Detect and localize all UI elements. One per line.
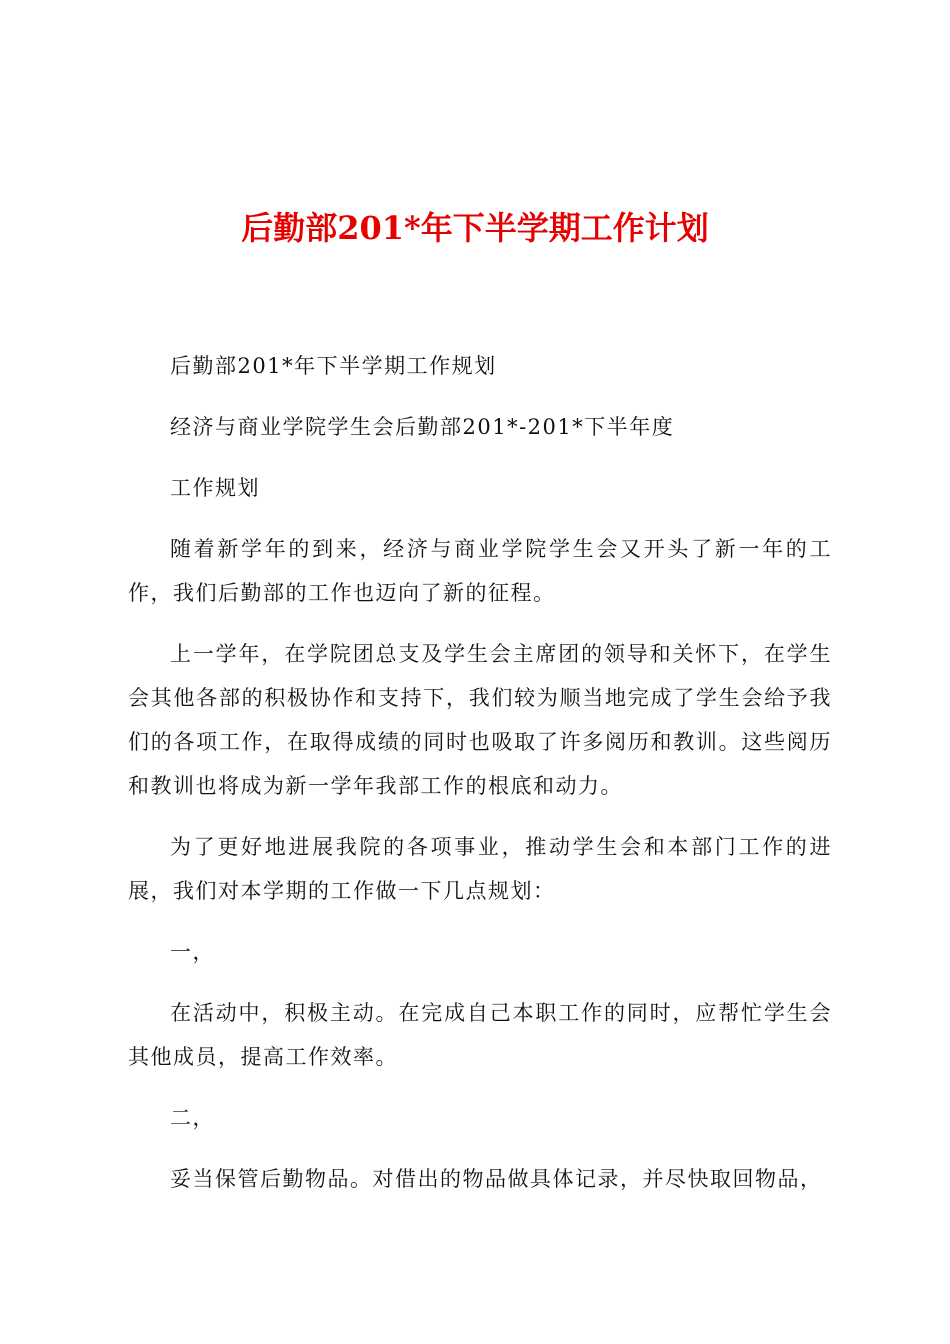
- paragraph: 在活动中，积极主动。在完成自己本职工作的同时，应帮忙学生会其他成员，提高工作效率。: [128, 1001, 832, 1069]
- paragraph: 经济与商业学院学生会后勤部201*-201*下半年度: [170, 415, 675, 439]
- paragraph: 工作规划: [170, 476, 260, 500]
- paragraph: 为了更好地进展我院的各项事业，推动学生会和本部门工作的进展，我们对本学期的工作做一下几点规划：: [128, 835, 832, 903]
- paragraph: 后勤部201*年下半学期工作规划: [170, 354, 497, 378]
- paragraph: 一，: [170, 940, 215, 964]
- document-title: 后勤部201*年下半学期工作计划: [241, 209, 709, 247]
- paragraph: 随着新学年的到来，经济与商业学院学生会又开头了新一年的工作，我们后勤部的工作也迈向了新的征程。: [128, 537, 832, 605]
- document-body: [128, 344, 832, 1218]
- paragraph: 二，: [170, 1106, 215, 1130]
- paragraph: 上一学年，在学院团总支及学生会主席团的领导和关怀下，在学生会其他各部的积极协作和支持下，我们较为顺当地完成了学生会给予我们的各项工作，在取得成绩的同时也吸取了许多阅历和教训。这些阅历和教训也将成为新一学年我部工作的根底和动力。: [128, 642, 832, 798]
- paragraph: 妥当保管后勤物品。对借出的物品做具体记录，并尽快取回物品，: [170, 1167, 823, 1191]
